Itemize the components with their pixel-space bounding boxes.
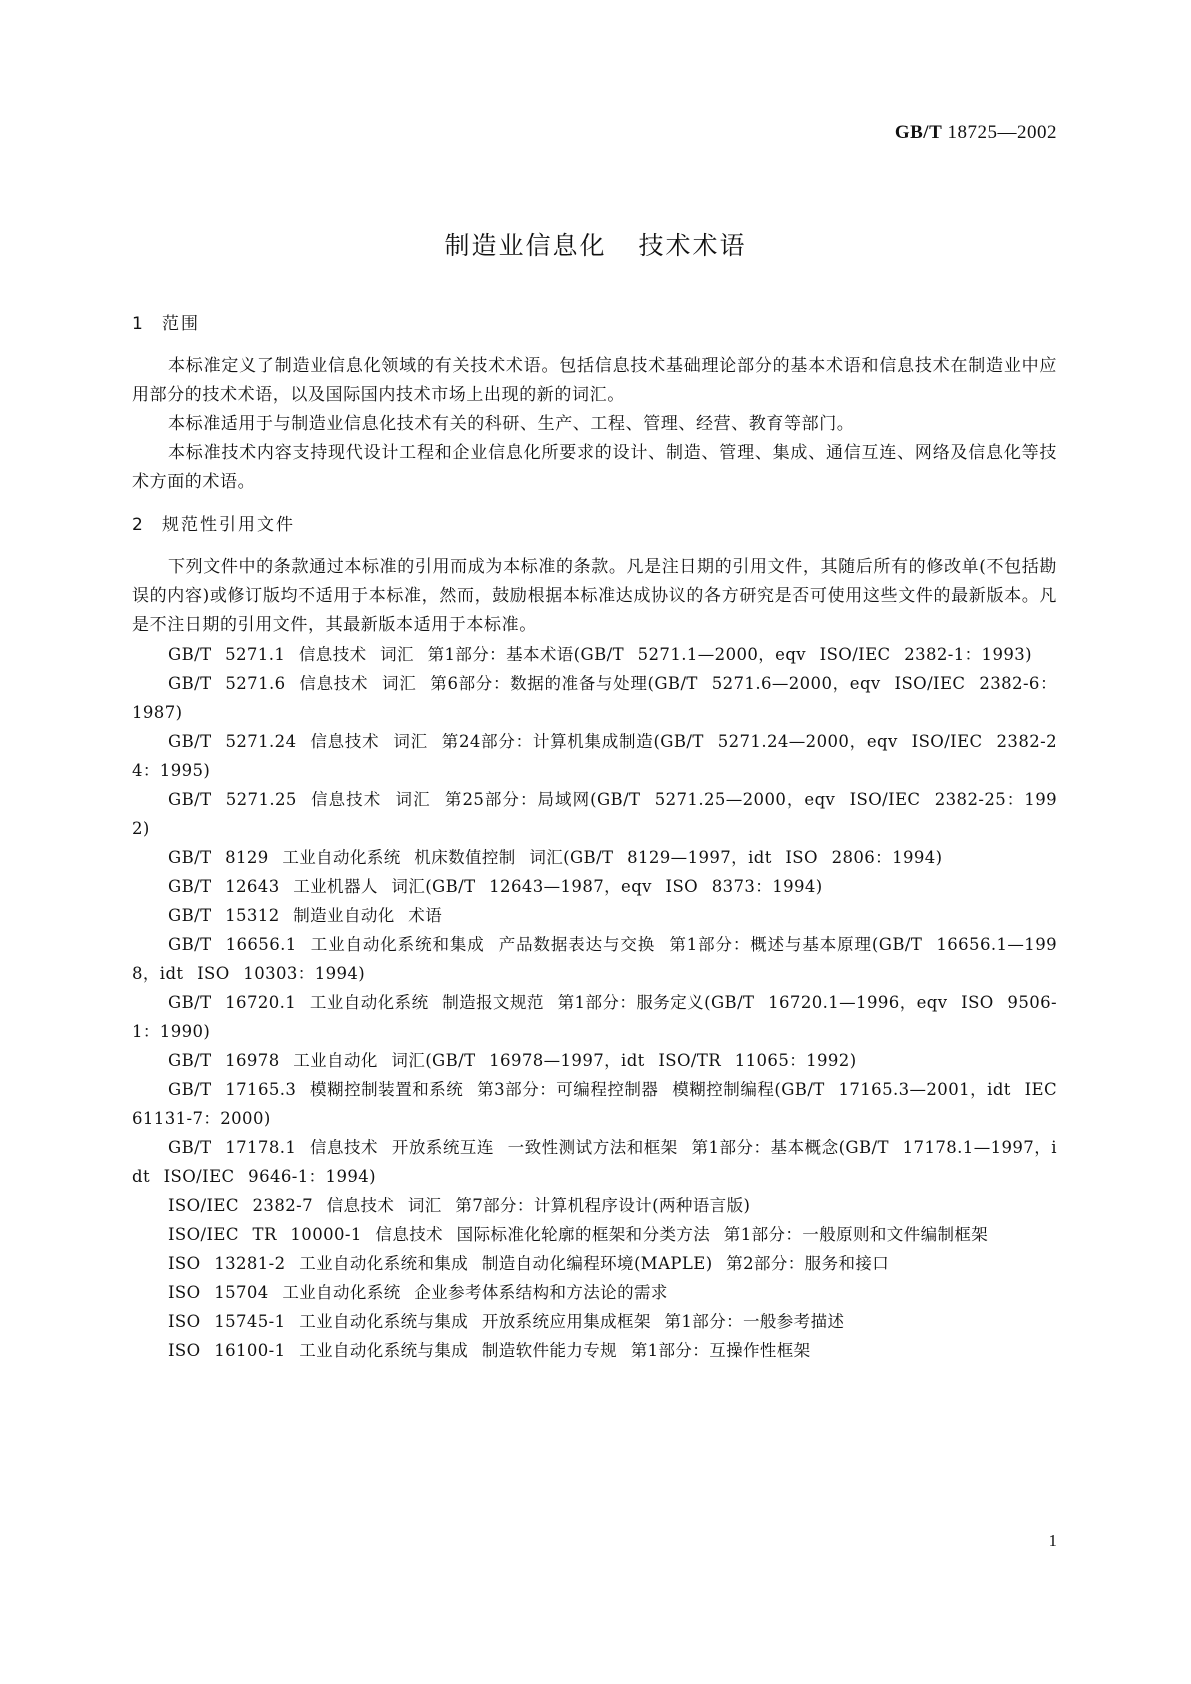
reference-item: GB/T 17178.1 信息技术 开放系统互连 一致性测试方法和框架 第1部分：基本概念(GB/T 17178.1—1997，idt ISO/IEC 9646-1：1994) [132,1138,1057,1186]
standard-code [895,122,1057,144]
standard-number: 18725—2002 [947,122,1057,143]
scope-paragraph: 本标准技术内容支持现代设计工程和企业信息化所要求的设计、制造、管理、集成、通信互连、网络及信息化等技术方面的术语。 [132,443,1057,492]
document-body [132,312,1057,1365]
reference-item: GB/T 16978 工业自动化 词汇(GB/T 16978—1997，idt ISO/TR 11065：1992) [168,1051,857,1070]
reference-item: GB/T 8129 工业自动化系统 机床数值控制 词汇(GB/T 8129—1997，idt ISO 2806：1994) [168,848,943,867]
standard-prefix: GB/T [894,122,943,143]
reference-item: GB/T 17165.3 模糊控制装置和系统 第3部分：可编程控制器 模糊控制编程(GB/T 17165.3—2001，idt IEC 61131-7：2000) [132,1080,1057,1128]
references-intro-paragraph: 下列文件中的条款通过本标准的引用而成为本标准的条款。凡是注日期的引用文件，其随后所有的修改单(不包括勘误的内容)或修订版均不适用于本标准，然而，鼓励根据本标准达成协议的各方研究是否可使用这些文件的最新版本。凡是不注日期的引用文件，其最新版本适用于本标准。 [132,557,1057,635]
reference-item: ISO 15745-1 工业自动化系统与集成 开放系统应用集成框架 第1部分：一般参考描述 [168,1312,845,1331]
reference-item: GB/T 5271.6 信息技术 词汇 第6部分：数据的准备与处理(GB/T 5271.6—2000，eqv ISO/IEC 2382-6：1987) [132,674,1057,722]
reference-item: GB/T 12643 工业机器人 词汇(GB/T 12643—1987，eqv ISO 8373：1994) [168,877,823,896]
reference-item: GB/T 5271.24 信息技术 词汇 第24部分：计算机集成制造(GB/T 5271.24—2000，eqv ISO/IEC 2382-24：1995) [132,732,1057,780]
scope-paragraph: 本标准定义了制造业信息化领域的有关技术术语。包括信息技术基础理论部分的基本术语和信息技术在制造业中应用部分的技术术语，以及国际国内技术市场上出现的新的词汇。 [132,356,1057,405]
section-1-heading [132,312,1057,336]
reference-item: ISO/IEC 2382-7 信息技术 词汇 第7部分：计算机程序设计(两种语言版) [168,1196,751,1215]
reference-item: GB/T 5271.25 信息技术 词汇 第25部分：局域网(GB/T 5271.25—2000，eqv ISO/IEC 2382-25：1992) [132,790,1057,838]
reference-item: GB/T 15312 制造业自动化 术语 [168,906,443,925]
reference-item: GB/T 5271.1 信息技术 词汇 第1部分：基本术语(GB/T 5271.1—2000，eqv ISO/IEC 2382-1：1993) [168,645,1032,664]
document-title: 制造业信息化 技术术语 [444,231,747,260]
reference-item: GB/T 16720.1 工业自动化系统 制造报文规范 第1部分：服务定义(GB/T 16720.1—1996，eqv ISO 9506-1：1990) [132,993,1057,1041]
section-2-number: 2 [132,515,143,535]
section-2-heading [132,513,1057,537]
section-1-number: 1 [132,314,143,334]
reference-item: ISO 16100-1 工业自动化系统与集成 制造软件能力专规 第1部分：互操作性框架 [168,1341,811,1360]
page-number: 1 [1048,1531,1057,1550]
scope-paragraph: 本标准适用于与制造业信息化技术有关的科研、生产、工程、管理、经营、教育等部门。 [168,414,855,434]
reference-item: ISO 13281-2 工业自动化系统和集成 制造自动化编程环境(MAPLE) 第2部分：服务和接口 [168,1254,890,1273]
reference-item: ISO 15704 工业自动化系统 企业参考体系结构和方法论的需求 [168,1283,668,1302]
section-1-title: 范围 [162,314,200,334]
section-2-title: 规范性引用文件 [162,515,295,535]
reference-item: GB/T 16656.1 工业自动化系统和集成 产品数据表达与交换 第1部分：概述与基本原理(GB/T 16656.1—1998，idt ISO 10303：1994) [132,935,1057,983]
reference-item: ISO/IEC TR 10000-1 信息技术 国际标准化轮廓的框架和分类方法 第1部分：一般原则和文件编制框架 [168,1225,989,1244]
